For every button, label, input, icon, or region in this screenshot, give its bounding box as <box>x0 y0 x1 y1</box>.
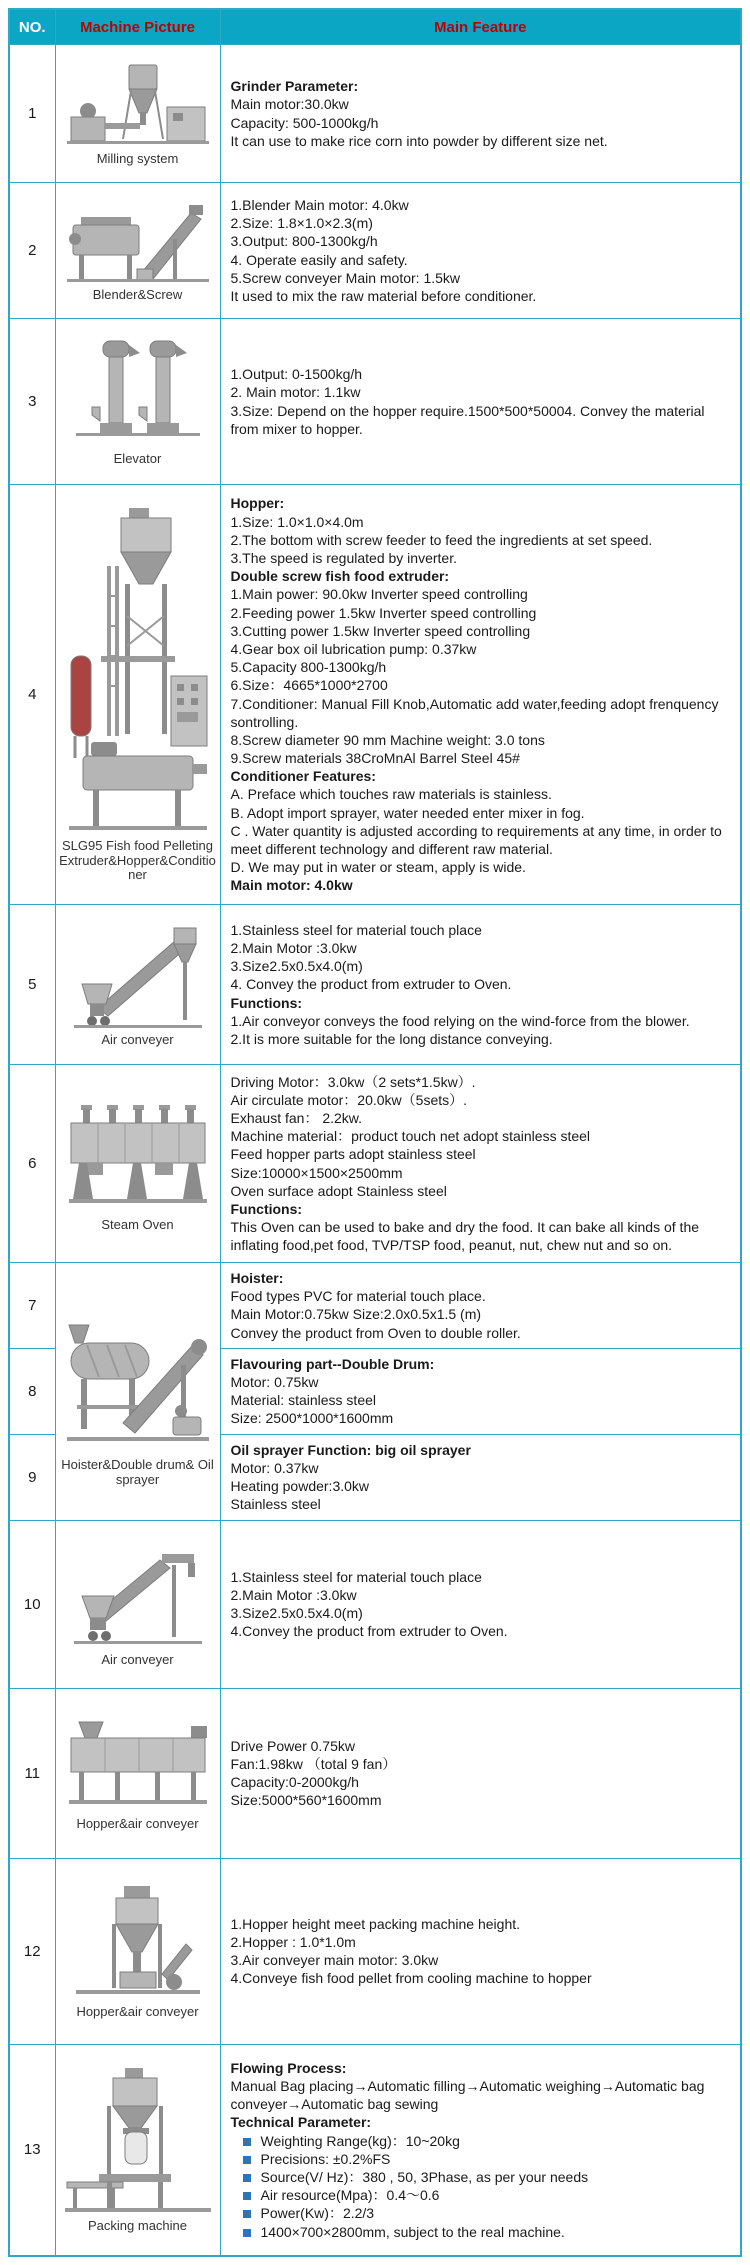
feature-line: Functions: <box>230 994 303 1011</box>
table-row <box>9 2044 741 2256</box>
air-conveyer-2-image <box>58 1540 218 1650</box>
machine-picture-cell <box>55 319 220 485</box>
bullet-square-icon <box>243 2156 251 2164</box>
row-number: 12 <box>9 1858 55 2044</box>
bullet-square-icon <box>243 2138 251 2146</box>
feature-line: Driving Motor：3.0kw（2 sets*1.5kw）. <box>230 1073 476 1090</box>
feature-line: Capacity: 500-1000kg/h <box>230 114 379 131</box>
milling-system-illustration <box>63 61 213 149</box>
machine-picture-cell <box>55 485 220 905</box>
table-row <box>9 319 741 485</box>
feature-cell <box>220 905 741 1065</box>
table-row <box>9 1065 741 1263</box>
feature-line: 3.Output: 800-1300kg/h <box>230 233 378 250</box>
feature-line: 2.Main Motor :3.0kw <box>230 940 357 957</box>
row-number: 13 <box>9 2044 55 2256</box>
packing-machine-illustration <box>63 2066 213 2216</box>
feature-line: Main motor:30.0kw <box>230 96 349 113</box>
machine-picture-cell <box>55 1263 220 1521</box>
feature-line: 2.It is more suitable for the long distance conveying. <box>230 1030 553 1047</box>
machine-caption: Hopper&air conveyer <box>76 1816 199 1832</box>
elevator-image <box>58 337 218 449</box>
machine-picture-cell <box>55 1688 220 1858</box>
hopper-air-conveyer-2-image <box>58 1882 218 2002</box>
feature-line: 5.Screw conveyer Main motor: 1.5kw <box>230 269 461 286</box>
feature-line: Material: stainless steel <box>230 1392 377 1409</box>
feature-line: Main motor: 4.0kw <box>230 877 353 894</box>
feature-line: 2. Main motor: 1.1kw <box>230 384 361 401</box>
feature-line: It can use to make rice corn into powder by different size net. <box>230 132 608 149</box>
feature-cell <box>220 1688 741 1858</box>
machine-picture-cell <box>55 2044 220 2256</box>
blender-screw-illustration <box>63 199 213 285</box>
row-number: 9 <box>9 1434 55 1520</box>
feature-cell <box>220 45 741 183</box>
machine-caption: Milling system <box>96 150 179 166</box>
steam-oven-illustration <box>63 1095 213 1215</box>
feature-line: Flowing Process: <box>230 2059 347 2076</box>
table-row <box>9 1858 741 2044</box>
feature-line: Flavouring part--Double Drum: <box>230 1355 435 1372</box>
feature-line: Conditioner Features: <box>230 768 376 785</box>
feature-line: 6.Size：4665*1000*2700 <box>230 677 388 694</box>
feature-line: 2.Size: 1.8×1.0×2.3(m) <box>230 215 373 232</box>
row-number: 6 <box>9 1065 55 1263</box>
milling-system-image <box>58 61 218 149</box>
feature-line: 1.Stainless steel for material touch place <box>230 921 482 938</box>
machine-caption: Hoister&Double drum& Oil sprayer <box>61 1456 214 1487</box>
feature-line: Size: 2500*1000*1600mm <box>230 1410 394 1427</box>
machine-picture-cell <box>55 1065 220 1263</box>
feature-line: Double screw fish food extruder: <box>230 568 450 585</box>
feature-line: Oven surface adopt Stainless steel <box>230 1182 447 1199</box>
row-number: 5 <box>9 905 55 1065</box>
feature-line: 2.The bottom with screw feeder to feed the ingredients at set speed. <box>230 531 653 548</box>
feature-line: 1.Hopper height meet packing machine height. <box>230 1915 521 1932</box>
table-row <box>9 1263 741 1349</box>
hopper-air-conveyer-image <box>58 1714 218 1814</box>
table-row <box>9 1688 741 1858</box>
machine-caption: SLG95 Fish food Pelleting Extruder&Hopper&Conditioner <box>59 837 216 883</box>
feature-line: 3.Size2.5x0.5x4.0(m) <box>230 1605 363 1621</box>
air-conveyer-illustration <box>68 922 208 1030</box>
feature-line: 2.Hopper : 1.0*1.0m <box>230 1933 356 1950</box>
row-number: 8 <box>9 1348 55 1434</box>
feature-line: Capacity:0-2000kg/h <box>230 1774 359 1790</box>
feature-line: Heating powder:3.0kw <box>230 1478 370 1494</box>
table-row <box>9 183 741 319</box>
hoister-drum-oil-sprayer-image <box>58 1295 218 1455</box>
machine-picture-cell <box>55 1858 220 2044</box>
feature-line: Fan:1.98kw （total 9 fan） <box>230 1755 397 1772</box>
row-number: 7 <box>9 1263 55 1349</box>
table-row <box>9 1520 741 1688</box>
feature-bullet-line: Air resource(Mpa)：0.4～0.6 <box>231 2186 731 2204</box>
air-conveyer-image <box>58 922 218 1030</box>
blender-screw-image <box>58 199 218 285</box>
feature-line: 1.Main power: 90.0kw Inverter speed controlling <box>230 586 528 603</box>
feature-line: 1.Air conveyor conveys the food relying on the wind-force from the blower. <box>230 1012 690 1029</box>
feature-bullet-line: Power(Kw)：2.2/3 <box>231 2204 731 2222</box>
packing-machine-image <box>58 2066 218 2216</box>
feature-line: 4.Gear box oil lubrication pump: 0.37kw <box>230 640 477 657</box>
feature-line: 2.Feeding power 1.5kw Inverter speed controlling <box>230 604 537 621</box>
feature-line: 4. Convey the product from extruder to Oven. <box>230 976 512 993</box>
feature-line: D. We may put in water or steam, apply is wide. <box>230 859 526 876</box>
feature-cell <box>220 319 741 485</box>
bullet-square-icon <box>243 2229 251 2237</box>
machine-picture-cell <box>55 183 220 319</box>
machine-picture-cell <box>55 905 220 1065</box>
feature-line: A. Preface which touches raw materials is stainless. <box>230 786 552 803</box>
feature-line: Size:10000×1500×2500mm <box>230 1164 403 1181</box>
feature-cell-hoister <box>220 1263 741 1349</box>
machine-caption: Hopper&air conveyer <box>76 2004 199 2020</box>
feature-bullet-line: 1400×700×2800mm, subject to the real machine. <box>231 2223 731 2241</box>
feature-line: 3.Size: Depend on the hopper require.1500*500*50004. Convey the material from mixer to hopper. <box>230 402 705 437</box>
steam-oven-image <box>58 1095 218 1215</box>
feature-line: 4.Conveye fish food pellet from cooling machine to hopper <box>230 1970 592 1987</box>
feature-line: Stainless steel <box>230 1496 321 1513</box>
feature-line: Technical Parameter: <box>230 2114 372 2131</box>
feature-bullet-line: Weighting Range(kg)：10~20kg <box>231 2132 731 2150</box>
feature-line: B. Adopt import sprayer, water needed enter mixer in fog. <box>230 804 585 821</box>
feature-line: 3.Air conveyer main motor: 3.0kw <box>230 1952 439 1968</box>
feature-line: Oil sprayer Function: big oil sprayer <box>230 1441 471 1458</box>
machine-caption: Steam Oven <box>101 1216 174 1232</box>
feature-line: 4. Operate easily and safety. <box>230 251 408 268</box>
feature-line: Convey the product from Oven to double roller. <box>230 1324 521 1341</box>
machine-caption: Blender&Screw <box>92 286 183 302</box>
row-number: 3 <box>9 319 55 485</box>
hopper-air-conveyer-2-illustration <box>68 1882 208 2002</box>
feature-line: It used to mix the raw material before conditioner. <box>230 287 537 304</box>
bullet-square-icon <box>243 2210 251 2218</box>
feature-line: 4.Convey the product from extruder to Oven. <box>230 1623 508 1640</box>
feature-line: Hoister: <box>230 1270 284 1286</box>
feature-line: 8.Screw diameter 90 mm Machine weight: 3.0 tons <box>230 731 545 748</box>
feature-line: 7.Conditioner: Manual Fill Knob,Automatic add water,feeding adopt frenquency sontrolling. <box>230 695 719 730</box>
header-no: NO. <box>9 9 55 45</box>
machine-caption: Air conveyer <box>101 1652 174 1668</box>
machine-feature-table <box>8 8 742 2257</box>
feature-line: 3.Size2.5x0.5x4.0(m) <box>230 958 363 975</box>
air-conveyer-2-illustration <box>68 1540 208 1650</box>
elevator-illustration <box>68 337 208 449</box>
feature-line: Manual Bag placing→Automatic filling→Automatic weighing→Automatic bag conveyer→Automatic bag sewing <box>230 2078 705 2113</box>
feature-cell <box>220 2044 741 2256</box>
feature-line: 9.Screw materials 38CroMnAl Barrel Steel 45# <box>230 750 520 767</box>
feature-line: 5.Capacity 800-1300kg/h <box>230 659 387 676</box>
row-number: 2 <box>9 183 55 319</box>
feature-cell <box>220 183 741 319</box>
feature-cell-oil-sprayer <box>220 1434 741 1520</box>
table-row <box>9 45 741 183</box>
feature-line: Feed hopper parts adopt stainless steel <box>230 1146 476 1163</box>
feature-cell <box>220 485 741 905</box>
machine-picture-cell <box>55 1520 220 1688</box>
feature-line: Exhaust fan： 2.2kw. <box>230 1109 363 1126</box>
feature-line: Food types PVC for material touch place. <box>230 1288 486 1305</box>
row-number: 10 <box>9 1520 55 1688</box>
feature-line: Size:5000*560*1600mm <box>230 1792 382 1809</box>
feature-line: 1.Output: 0-1500kg/h <box>230 366 363 383</box>
extruder-image <box>58 506 218 836</box>
feature-line: 3.Cutting power 1.5kw Inverter speed controlling <box>230 622 531 639</box>
feature-line: 2.Main Motor :3.0kw <box>230 1586 357 1603</box>
feature-line: Machine material：product touch net adopt stainless steel <box>230 1128 591 1145</box>
bullet-square-icon <box>243 2192 251 2200</box>
feature-line: Functions: <box>230 1200 303 1217</box>
row-number: 4 <box>9 485 55 905</box>
table-row <box>9 485 741 905</box>
feature-line: Hopper: <box>230 495 285 512</box>
hopper-air-conveyer-illustration <box>63 1714 213 1814</box>
feature-line: 1.Blender Main motor: 4.0kw <box>230 196 409 213</box>
feature-line: 3.The speed is regulated by inverter. <box>230 550 457 566</box>
bullet-square-icon <box>243 2174 251 2182</box>
machine-caption: Packing machine <box>88 2217 187 2233</box>
feature-line: C . Water quantity is adjusted according to requirements at any time, in order to meet different technology and different raw material. <box>230 822 722 857</box>
feature-line: Air circulate motor：20.0kw（5sets）. <box>230 1091 468 1108</box>
feature-line: 1.Stainless steel for material touch place <box>230 1568 482 1585</box>
header-row <box>9 9 741 45</box>
table-row <box>9 905 741 1065</box>
header-machine-picture: Machine Picture <box>55 9 220 45</box>
feature-bullet-line: Precisions: ±0.2%FS <box>231 2150 731 2168</box>
feature-line: Grinder Parameter: <box>230 78 359 95</box>
feature-cell <box>220 1858 741 2044</box>
feature-cell <box>220 1520 741 1688</box>
feature-cell <box>220 1065 741 1263</box>
machine-caption: Air conveyer <box>101 1031 174 1047</box>
feature-line: 1.Size: 1.0×1.0×4.0m <box>230 513 364 530</box>
feature-cell-double-drum <box>220 1348 741 1434</box>
header-main-feature: Main Feature <box>220 9 741 45</box>
hoister-drum-oil-sprayer-illustration <box>63 1295 213 1455</box>
row-number: 1 <box>9 45 55 183</box>
extruder-illustration <box>63 506 213 836</box>
feature-line: This Oven can be used to bake and dry the food. It can bake all kinds of the inflating food,pet food, TVP/TSP food, peanut, nut, chew nut and so on. <box>230 1219 700 1254</box>
feature-bullet-line: Source(V/ Hz)：380 , 50, 3Phase, as per your needs <box>231 2168 731 2186</box>
machine-picture-cell <box>55 45 220 183</box>
machine-caption: Elevator <box>113 450 162 466</box>
feature-line: Drive Power 0.75kw <box>230 1737 355 1754</box>
row-number: 11 <box>9 1688 55 1858</box>
feature-line: Main Motor:0.75kw Size:2.0x0.5x1.5 (m) <box>230 1306 482 1323</box>
feature-line: Motor: 0.75kw <box>230 1373 319 1390</box>
feature-line: Motor: 0.37kw <box>230 1459 319 1476</box>
